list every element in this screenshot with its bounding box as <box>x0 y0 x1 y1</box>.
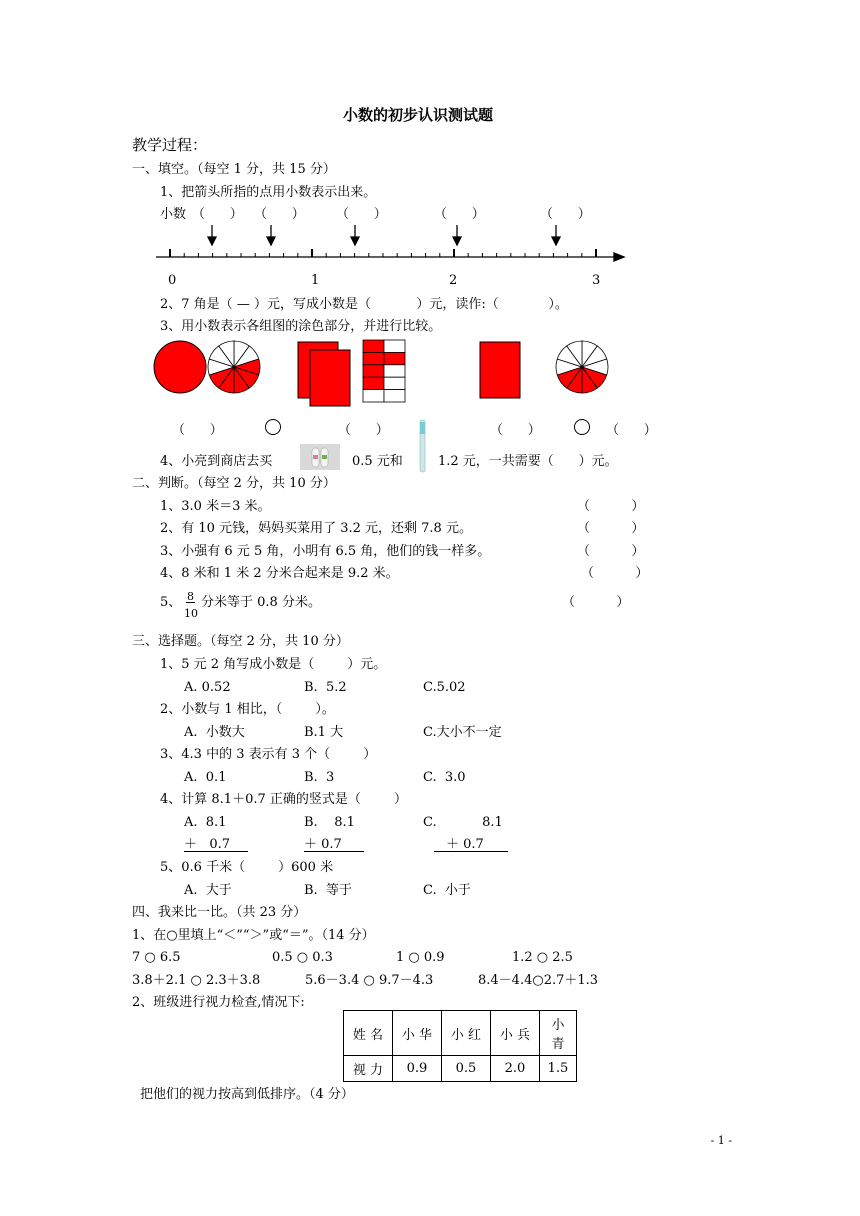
pointer-arrow-3 <box>351 225 359 245</box>
choice-q4-b-line: ＋ 0.7 <box>304 838 364 852</box>
pointer-arrow-4 <box>453 225 461 245</box>
judge-item-4: 4、8 米和 1 米 2 分米合起来是 9.2 米。 <box>160 566 399 581</box>
fraction-denominator: 10 <box>184 607 198 620</box>
q1-blank-5: （ ） <box>540 207 591 222</box>
choice-q4-b[interactable]: B. 8.1 <box>304 815 355 830</box>
table-cell: 1.5 <box>540 1056 577 1082</box>
table-cell: 视 力 <box>344 1056 393 1082</box>
grid-cell <box>384 352 405 364</box>
intro-text: 教学过程： <box>132 136 208 154</box>
choice-q2-b[interactable]: B.1 大 <box>304 725 344 740</box>
choice-q2: 2、小数与 1 相比，（ ）。 <box>160 702 335 717</box>
tick-label-3: 3 <box>592 273 601 288</box>
q3-blank-2: （ ） <box>338 423 389 438</box>
q4-text-c: 1.2 元，一共需要（ ）元。 <box>438 454 618 469</box>
choice-q4: 4、计算 8.1＋0.7 正确的竖式是（ ） <box>160 792 407 807</box>
choice-q4-c-line: ＋ 0.7 <box>434 838 508 852</box>
number-line-arrowhead <box>614 253 624 261</box>
choice-q1: 1、5 元 2 角写成小数是（ ）元。 <box>160 657 387 672</box>
choice-q1-a[interactable]: A. 0.52 <box>184 680 231 695</box>
red-rectangle <box>480 342 520 398</box>
choice-q3-a[interactable]: A. 0.1 <box>184 770 227 785</box>
pointer-arrow-5 <box>552 225 560 245</box>
table-cell: 小 兵 <box>491 1011 540 1056</box>
compare-circle-1[interactable] <box>265 419 281 435</box>
grid-cell <box>363 365 384 377</box>
toothbrush-image <box>416 418 430 474</box>
grid-cell <box>363 377 384 389</box>
page-number: - 1 - <box>710 1134 732 1147</box>
choice-q4-a-line: ＋ 0.7 <box>184 838 248 852</box>
choice-q5-b[interactable]: B. 等于 <box>304 883 352 898</box>
judge-blank-3[interactable]: （ ） <box>577 544 645 559</box>
table-cell: 姓 名 <box>344 1011 393 1056</box>
q3-text: 3、用小数表示各组图的涂色部分，并进行比较。 <box>160 319 442 334</box>
judge-blank-5[interactable]: （ ） <box>562 595 630 610</box>
q1-blank-2: （ ） <box>254 207 305 222</box>
pointer-arrow-2 <box>267 225 275 245</box>
table-row <box>344 1011 577 1056</box>
choice-q5-c[interactable]: C. 小于 <box>423 883 471 898</box>
partial-red-circle-tenths <box>556 341 608 393</box>
section4-heading: 四、我来比一比。（共 23 分） <box>132 905 307 920</box>
fraction-numerator: 8 <box>187 590 194 603</box>
grid-ten-cells <box>363 340 405 402</box>
compare-item-5[interactable]: 3.8＋2.1 ○ 2.3＋3.8 <box>132 973 261 988</box>
drink-bottles-image <box>300 444 340 470</box>
grid-cell <box>363 352 384 364</box>
number-line <box>150 205 630 265</box>
q4-text-b: 0.5 元和 <box>352 454 403 469</box>
tick-label-0: 0 <box>168 273 177 288</box>
q2-text: 2、7 角是（ — ）元，写成小数是（ ）元，读作:（ ）。 <box>160 297 568 312</box>
judge-blank-4[interactable]: （ ） <box>581 566 649 581</box>
grid-cell <box>384 365 405 377</box>
overlapping-red-rectangles <box>298 342 350 406</box>
section2-heading: 二、判断。（每空 2 分，共 10 分） <box>132 476 336 491</box>
compare-item-7[interactable]: 8.4－4.4○2.7＋1.3 <box>478 973 599 988</box>
partial-red-circle-eighths <box>208 341 260 393</box>
pointer-arrow-1 <box>208 225 216 245</box>
table-cell: 小 红 <box>442 1011 491 1056</box>
section3-heading: 三、选择题。（每空 2 分，共 10 分） <box>132 634 349 649</box>
judge-item-5-prefix: 5、 <box>160 595 182 610</box>
judge-blank-1[interactable]: （ ） <box>577 499 645 514</box>
q3-blank-3: （ ） <box>490 423 541 438</box>
choice-q3-c[interactable]: C. 3.0 <box>423 770 466 785</box>
grid-cell <box>384 340 405 352</box>
fraction-figures <box>150 336 670 411</box>
choice-q4-c[interactable]: C. 8.1 <box>423 815 503 830</box>
judge-item-3: 3、小强有 6 元 5 角，小明有 6.5 角，他们的钱一样多。 <box>160 544 491 559</box>
choice-q3-b[interactable]: B. 3 <box>304 770 335 785</box>
judge-blank-2[interactable]: （ ） <box>577 521 645 536</box>
choice-q4-a[interactable]: A. 8.1 <box>184 815 227 830</box>
choice-q5-a[interactable]: A. 大于 <box>184 883 232 898</box>
table-cell: 小 华 <box>393 1011 442 1056</box>
vision-table <box>343 1010 577 1082</box>
q4-text-a: 4、小亮到商店去买 <box>160 454 273 469</box>
section1-heading: 一、填空。（每空 1 分，共 15 分） <box>132 162 336 177</box>
choice-q1-b[interactable]: B. 5.2 <box>304 680 347 695</box>
tick-label-2: 2 <box>449 273 458 288</box>
q1-blank-4: （ ） <box>434 207 485 222</box>
q1-blank-3: （ ） <box>336 207 387 222</box>
table-cell: 小青 <box>540 1011 577 1056</box>
q3-blank-1: （ ） <box>172 423 223 438</box>
judge-item-2: 2、有 10 元钱，妈妈买菜用了 3.2 元，还剩 7.8 元。 <box>160 521 472 536</box>
choice-q3: 3、4.3 中的 3 表示有 3 个（ ） <box>160 747 377 762</box>
q1-blank-1: （ ） <box>192 207 243 222</box>
q1-label: 小数 <box>160 207 187 222</box>
table-cell: 2.0 <box>491 1056 540 1082</box>
judge-item-1: 1、3.0 米＝3 米。 <box>160 499 271 514</box>
compare-item-2[interactable]: 0.5 ○ 0.3 <box>272 950 333 965</box>
q1-text: 1、把箭头所指的点用小数表示出来。 <box>160 185 377 200</box>
judge-item-5-suffix: 分米等于 0.8 分米。 <box>201 595 321 610</box>
compare-item-1[interactable]: 7 ○ 6.5 <box>132 950 181 965</box>
table-row <box>344 1056 577 1082</box>
compare-circle-2[interactable] <box>574 419 590 435</box>
full-red-circle <box>154 341 206 393</box>
compare-q1: 1、在○里填上“＜”“＞”或“＝”。（14 分） <box>132 928 375 943</box>
vision-task: 把他们的视力按高到低排序。（4 分） <box>140 1087 354 1102</box>
compare-item-4[interactable]: 1.2 ○ 2.5 <box>512 950 573 965</box>
choice-q2-a[interactable]: A. 小数大 <box>184 725 245 740</box>
compare-item-6[interactable]: 5.6－3.4 ○ 9.7－4.3 <box>305 973 434 988</box>
grid-cell <box>384 377 405 389</box>
choice-q2-c[interactable]: C.大小不一定 <box>423 725 502 740</box>
compare-item-3[interactable]: 1 ○ 0.9 <box>396 950 445 965</box>
page-title: 小数的初步认识测试题 <box>343 106 494 124</box>
grid-cell <box>363 340 384 352</box>
tick-label-1: 1 <box>311 273 320 288</box>
grid-cell <box>384 390 405 402</box>
q3-blank-4: （ ） <box>606 423 657 438</box>
choice-q1-c[interactable]: C.5.02 <box>423 680 466 695</box>
choice-q5: 5、0.6 千米（ ）600 米 <box>160 860 334 875</box>
table-cell: 0.5 <box>442 1056 491 1082</box>
table-cell: 0.9 <box>393 1056 442 1082</box>
vision-q2: 2、班级进行视力检查,情况下: <box>132 995 305 1010</box>
grid-cell <box>363 390 384 402</box>
